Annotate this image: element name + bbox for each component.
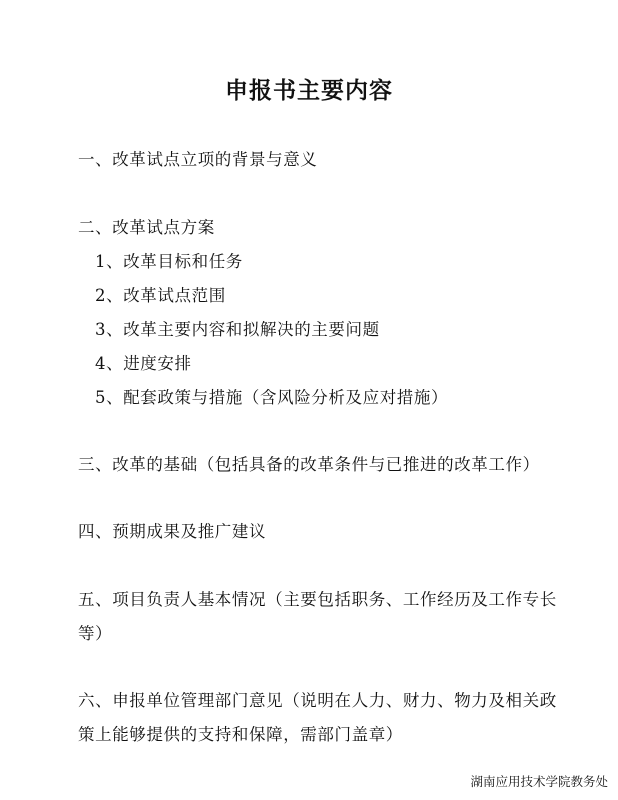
- section-2-item-4: 4、进度安排: [95, 354, 192, 373]
- section-2-item-5: 5、配套政策与措施（含风险分析及应对措施）: [95, 388, 449, 407]
- section-1-background: 一、改革试点立项的背景与意义: [78, 150, 318, 169]
- section-2-item-2: 2、改革试点范围: [95, 286, 226, 305]
- section-2-item-3: 3、改革主要内容和拟解决的主要问题: [95, 320, 380, 339]
- section-2-item-1: 1、改革目标和任务: [95, 252, 243, 271]
- section-5-leader-line-1: 五、项目负责人基本情况（主要包括职务、工作经历及工作专长: [78, 590, 557, 609]
- section-6-opinion-line-2: 策上能够提供的支持和保障，需部门盖章）: [78, 725, 403, 744]
- footer-issuer: 湖南应用技术学院教务处: [470, 774, 608, 789]
- section-2-plan: 二、改革试点方案: [78, 218, 215, 237]
- section-6-opinion-line-1: 六、申报单位管理部门意见（说明在人力、财力、物力及相关政: [78, 691, 557, 710]
- section-3-foundation: 三、改革的基础（包括具备的改革条件与已推进的改革工作）: [78, 455, 540, 474]
- section-5-leader-line-2: 等）: [78, 624, 113, 643]
- document-title: 申报书主要内容: [225, 77, 393, 104]
- section-4-outcomes: 四、预期成果及推广建议: [78, 522, 267, 541]
